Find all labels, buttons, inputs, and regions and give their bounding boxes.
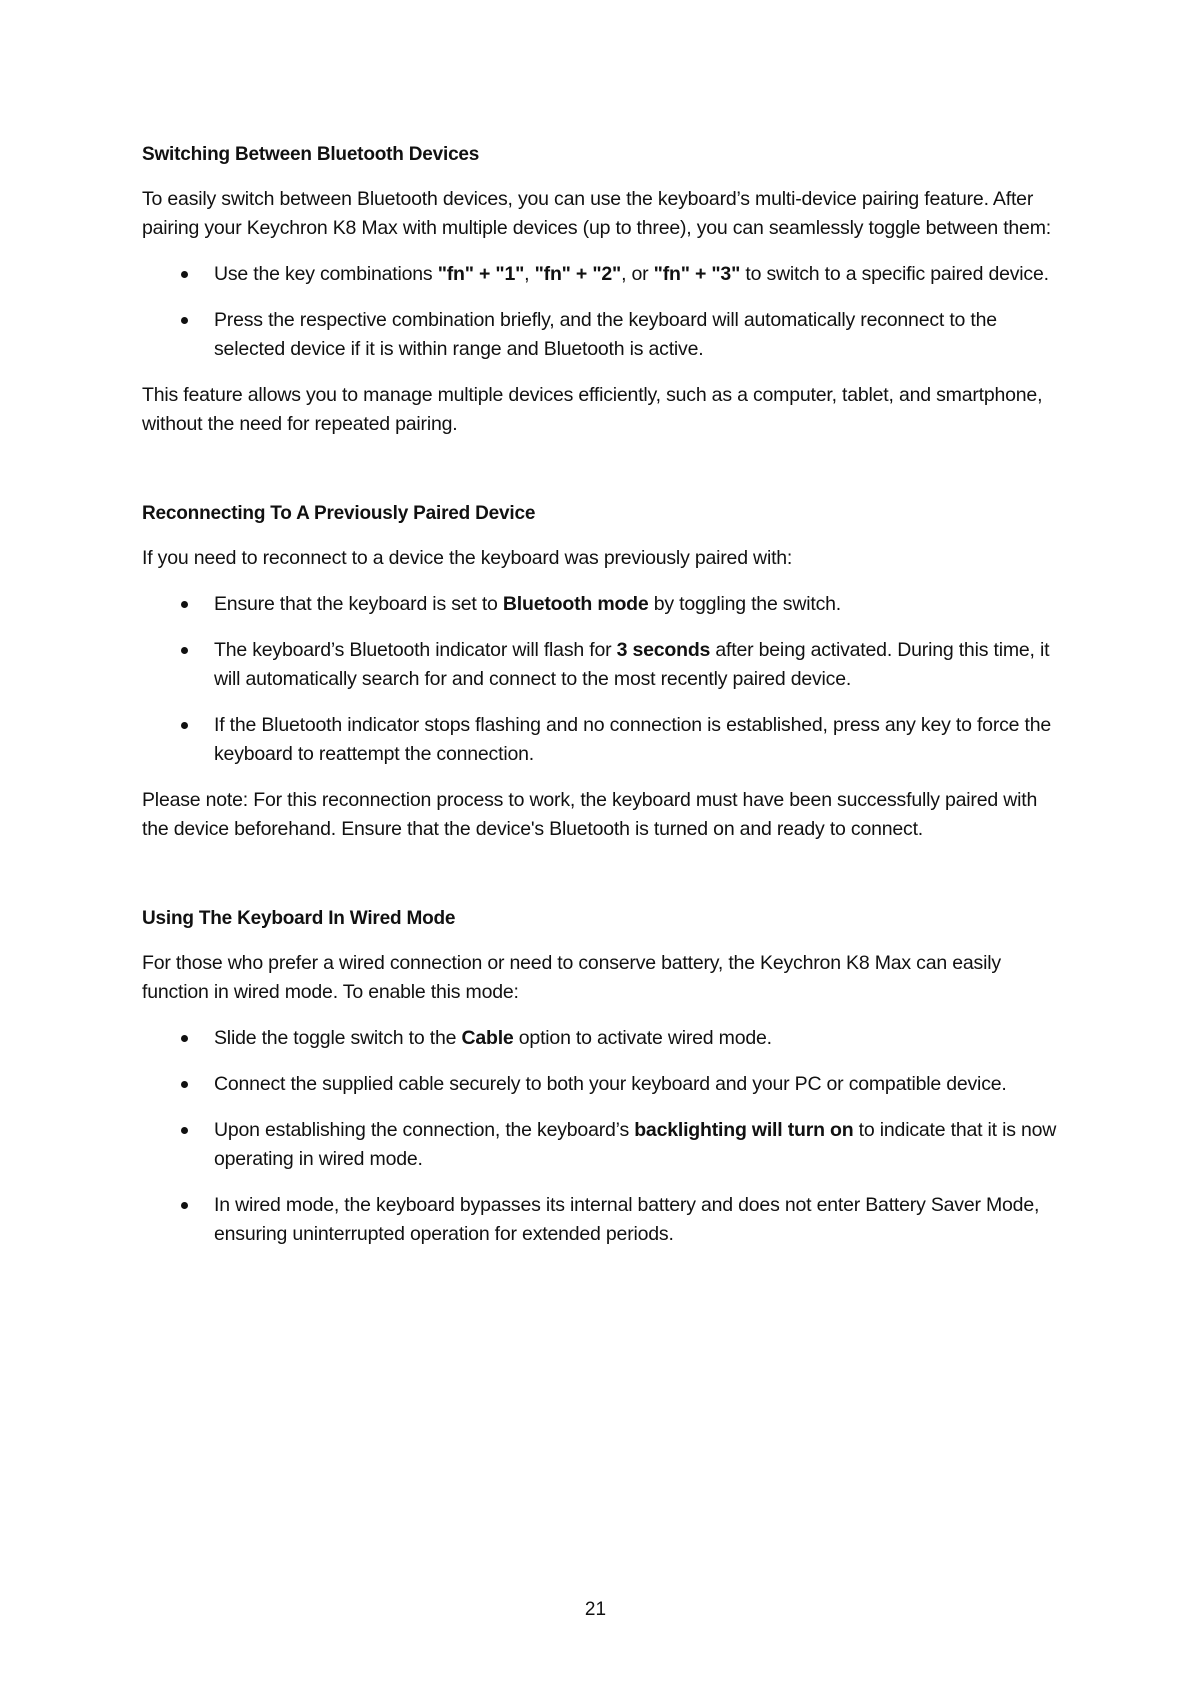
- text-run: Connect the supplied cable securely to both your keyboard and your PC or compatible device.: [214, 1073, 1007, 1095]
- key-combo: "fn" + "2": [534, 263, 622, 285]
- bullet-list: [142, 1024, 1062, 1249]
- bullet-item: [142, 306, 1062, 364]
- bullet-icon: [181, 601, 188, 608]
- bullet-icon: [181, 1081, 188, 1088]
- bullet-item: [142, 636, 1062, 694]
- emphasis: Bluetooth mode: [502, 593, 649, 615]
- bullet-item: [142, 1024, 1062, 1053]
- text-run: to indicate that it is now operating in wired mode.: [214, 1119, 1057, 1170]
- text-run: to switch to a specific paired device.: [740, 263, 1049, 285]
- text-run: Ensure that the keyboard is set to: [214, 593, 503, 615]
- text-run: ,: [524, 263, 535, 285]
- text-run: Upon establishing the connection, the keyboard’s: [214, 1119, 635, 1141]
- bullet-item: [142, 1191, 1062, 1249]
- bullet-icon: [181, 1202, 188, 1209]
- emphasis: 3 seconds: [616, 639, 711, 661]
- bullet-list: [142, 590, 1062, 769]
- text-run: Slide the toggle switch to the: [214, 1027, 462, 1049]
- text-run: Use the key combinations: [214, 263, 438, 285]
- bullet-item: [142, 711, 1062, 769]
- text-run: In wired mode, the keyboard bypasses its internal battery and does not enter Battery Saver Mode, ensuring uninterrupted operation for extended periods.: [214, 1194, 1040, 1245]
- key-combo: "fn" + "1": [437, 263, 525, 285]
- text-run: , or: [621, 263, 654, 285]
- bullet-icon: [181, 647, 188, 654]
- bullet-item: [142, 1070, 1062, 1099]
- key-combo: "fn" + "3": [653, 263, 741, 285]
- outro-paragraph: This feature allows you to manage multiple devices efficiently, such as a computer, tablet, and smartphone, without the need for repeated pairing.: [142, 384, 1043, 435]
- section-heading: Switching Between Bluetooth Devices: [142, 144, 480, 165]
- emphasis: backlighting will turn on: [634, 1119, 854, 1141]
- section-heading: Reconnecting To A Previously Paired Device: [142, 503, 536, 524]
- text-run: option to activate wired mode.: [513, 1027, 772, 1049]
- intro-paragraph: For those who prefer a wired connection or need to conserve battery, the Keychron K8 Max can easily function in wired mode. To enable this mode:: [142, 952, 1001, 1003]
- bullet-icon: [181, 1035, 188, 1042]
- text-run: by toggling the switch.: [648, 593, 842, 615]
- page-number: 21: [584, 1599, 607, 1620]
- intro-paragraph: To easily switch between Bluetooth devices, you can use the keyboard’s multi-device pairing feature. After pairing your Keychron K8 Max with multiple devices (up to three), you can seamlessly toggle between them:: [142, 188, 1051, 239]
- text-run: If the Bluetooth indicator stops flashing and no connection is established, press any key to force the keyboard to reattempt the connection.: [214, 714, 1052, 765]
- section-heading: Using The Keyboard In Wired Mode: [142, 908, 456, 929]
- bullet-icon: [181, 317, 188, 324]
- bullet-list: [142, 260, 1062, 364]
- bullet-icon: [181, 1127, 188, 1134]
- section-wired-mode: [142, 904, 1062, 1249]
- document-page: [142, 140, 1062, 1309]
- bullet-icon: [181, 722, 188, 729]
- bullet-item: [142, 260, 1062, 289]
- intro-paragraph: If you need to reconnect to a device the keyboard was previously paired with:: [142, 547, 793, 569]
- emphasis: Cable: [461, 1027, 514, 1049]
- outro-paragraph: Please note: For this reconnection process to work, the keyboard must have been successfully paired with the device beforehand. Ensure that the device's Bluetooth is turned on and ready to connect.: [142, 789, 1038, 840]
- text-run: Press the respective combination briefly, and the keyboard will automatically reconnect to the selected device if it is within range and Bluetooth is active.: [214, 309, 997, 360]
- bullet-item: [142, 1116, 1062, 1174]
- bullet-item: [142, 590, 1062, 619]
- text-run: The keyboard’s Bluetooth indicator will flash for: [214, 639, 617, 661]
- section-reconnecting: [142, 499, 1062, 844]
- bullet-icon: [181, 271, 188, 278]
- text-run: after being activated. During this time, it will automatically search for and connect to the most recently paired device.: [214, 639, 1050, 690]
- section-switching-devices: [142, 140, 1062, 439]
